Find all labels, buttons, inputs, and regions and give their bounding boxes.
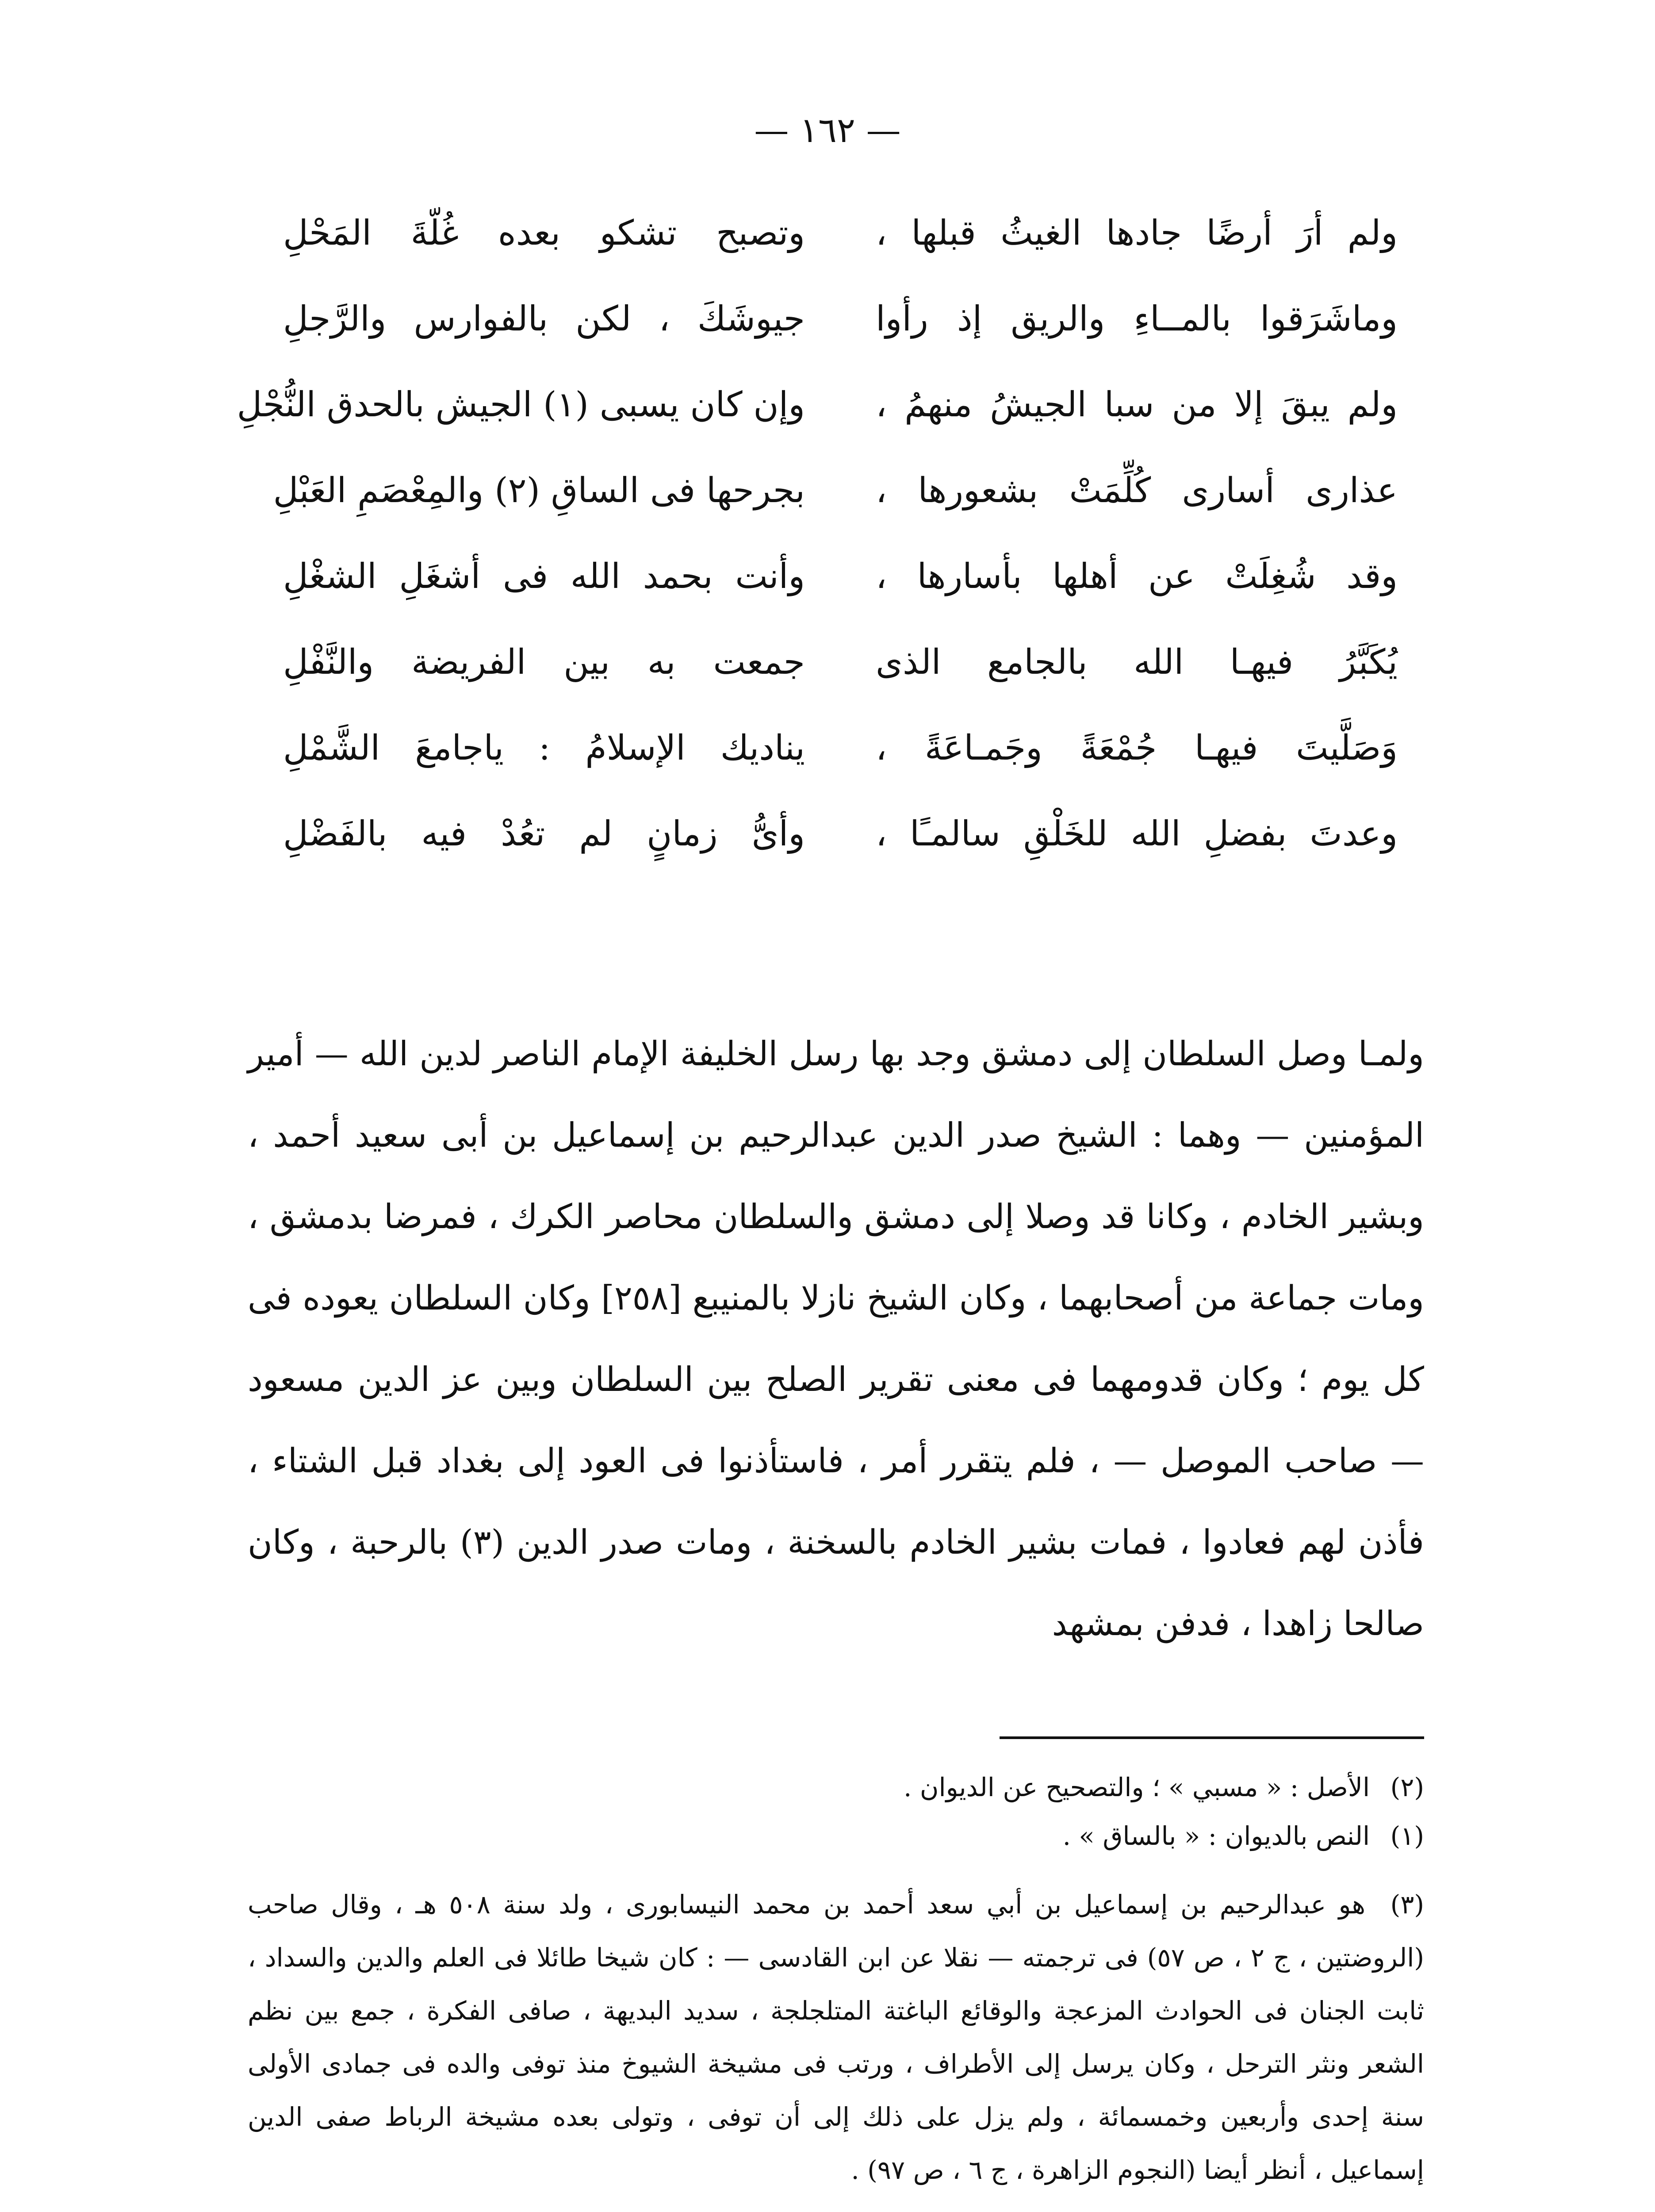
verse-first-hemistich: عذارى أسارى كُلِّمَتْ بشعورها ، bbox=[876, 471, 1398, 511]
verse-row bbox=[283, 190, 1398, 276]
footnote bbox=[248, 1878, 1424, 2197]
verse-first-hemistich: وعدتَ بفضلِ الله للخَلْقِ سالمـًا ، bbox=[876, 814, 1398, 854]
footnote-number: (٢) bbox=[1390, 1772, 1424, 1802]
verse-row bbox=[283, 534, 1398, 619]
footnote bbox=[248, 1812, 1424, 1860]
verse-second-hemistich: يناديك الإسلامُ : ياجامعَ الشَّمْلِ bbox=[283, 728, 805, 768]
footnotes bbox=[248, 1763, 1424, 2197]
verse-first-hemistich: ولم أرَ أرضًا جادها الغيثُ قبلها ، bbox=[876, 213, 1398, 253]
verse-row bbox=[283, 705, 1398, 791]
verse-second-hemistich: وأىُّ زمانٍ لم تعُدْ فيه بالفَضْلِ bbox=[283, 814, 805, 854]
verse-first-hemistich: وقد شُغِلَتْ عن أهلها بأسارها ، bbox=[876, 557, 1398, 596]
verse-first-hemistich: ولم يبقَ إلا من سبا الجيشُ منهمُ ، bbox=[876, 385, 1398, 425]
page-number: — ١٦٢ — bbox=[754, 111, 901, 150]
verse-second-hemistich: بجرحها فى الساقِ (٢) والمِعْصَمِ العَبْلِ bbox=[273, 471, 805, 511]
footnote-number: (٣) bbox=[1390, 1889, 1425, 1920]
verse-first-hemistich: وماشَرَقوا بالمــاءِ والريق إذ رأوا bbox=[876, 299, 1398, 339]
footnote bbox=[248, 1763, 1424, 1812]
verse-first-hemistich: وَصَلَّيتَ فيهـا جُمْعَةً وجَمـاعَةً ، bbox=[876, 728, 1398, 768]
main-paragraph bbox=[248, 1013, 1424, 1664]
verse-second-hemistich: وأنت بحمد الله فى أشغَلِ الشغْلِ bbox=[283, 557, 805, 596]
paragraph-text: ولمـا وصل السلطان إلى دمشق وجد بها رسل الخليفة الإمام الناصر لدين الله — أمير المؤمنين — وهما : الشيخ صدر الدين عبدالرحيم بن إسماعيل بن أبى سعيد أحمد ، وبشير الخادم ، وكانا قد وصلا إلى دمشق والسلطان محاصر الكرك ، فمرضا بدمشق ، ومات جماعة من أصحابهما ، وكان الشيخ نازلا بالمنيبع [٢٥٨] وكان السلطان يعوده فى كل يوم ؛ وكان قدومهما فى معنى تقرير الصلح بين السلطان وبين عز الدين مسعود — صاحب الموصل — ، فلم يتقرر أمر ، فاستأذنوا فى العود إلى بغداد قبل الشتاء ، فأذن لهم فعادوا ، فمات بشير الخادم بالسخنة ، ومات صدر الدين (٣) بالرحبة ، وكان صالحا زاهدا ، فدفن بمشهد bbox=[248, 1034, 1424, 1643]
verse-row bbox=[283, 276, 1398, 362]
footnote-separator bbox=[1000, 1736, 1424, 1739]
footnote-text: الأصل : « مسبي » ؛ والتصحيح عن الديوان . bbox=[904, 1772, 1370, 1802]
verse-second-hemistich: جمعت به بين الفريضة والنَّفْلِ bbox=[283, 642, 805, 682]
verse-second-hemistich: وإن كان يسبى (١) الجيش بالحدق النُّجْلِ bbox=[237, 385, 805, 425]
footnote-number: (١) bbox=[1390, 1821, 1424, 1851]
footnote-text: هو عبدالرحيم بن إسماعيل بن أبي سعد أحمد بن محمد النيسابورى ، ولد سنة ٥٠٨ هـ ، وقال صاحب (الروضتين ، ج ٢ ، ص ٥٧) فى ترجمته — نقلا عن ابن القادسى — : كان شيخا طائلا فى العلم والدين والسداد ، ثابت الجنان فى الحوادث المزعجة والوقائع الباغتة المتلجلجة ، سديد البديهة ، صافى الفكرة ، جمع بين نظم الشعر ونثر الترحل ، وكان يرسل إلى الأطراف ، ورتب فى مشيخة الشيوخ منذ توفى والده فى جمادى الأولى سنة إحدى وأربعين وخمسمائة ، ولم يزل على ذلك إلى أن توفى ، وتولى بعده مشيخة الرباط صفى الدين إسماعيل ، أنظر أيضا (النجوم الزاهرة ، ج ٦ ، ص ٩٧) . bbox=[248, 1889, 1424, 2185]
footnote-text: النص بالديوان : « بالساق » . bbox=[1062, 1821, 1370, 1851]
verse-second-hemistich: جيوشَكَ ، لكن بالفوارس والرَّجلِ bbox=[283, 299, 805, 339]
verse-row bbox=[283, 791, 1398, 877]
verse-first-hemistich: يُكَبَّرُ فيهـا الله بالجامع الذى bbox=[876, 642, 1398, 682]
verse-row bbox=[273, 448, 1398, 534]
verse-row bbox=[237, 362, 1398, 448]
verse-row bbox=[283, 619, 1398, 705]
verse-second-hemistich: وتصبح تشكو بعده غُلّةَ المَحْلِ bbox=[283, 213, 805, 253]
poem-verses bbox=[237, 190, 1398, 877]
